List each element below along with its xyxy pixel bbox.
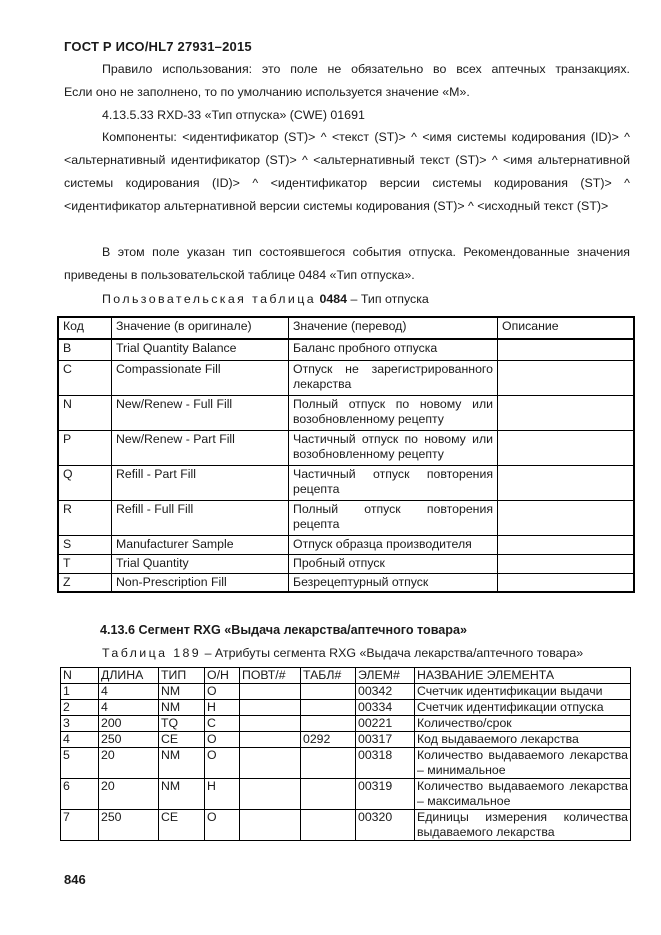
document-header: ГОСТ Р ИСО/HL7 27931–2015 <box>64 39 252 54</box>
cell: Частичный отпуск по новому или возобновленному рецепту <box>289 430 498 465</box>
cell: P <box>58 430 112 465</box>
caption-rest: – Атрибуты сегмента RXG «Выдача лекарства/аптечного товара» <box>204 646 584 660</box>
cell <box>301 748 356 779</box>
col-header: ЭЛЕМ# <box>356 668 415 684</box>
table-row <box>61 700 631 716</box>
usage-rule-line1: Правило использования: это поле не обязательно во всех аптечных транзакциях. <box>102 62 630 76</box>
cell: NM <box>159 700 205 716</box>
definition-text: В этом поле указан тип состоявшегося события отпуска. Рекомендованные значения приведены в пользовательской таблице 0484 «Тип отпуска». <box>64 245 630 282</box>
cell: Trial Quantity Balance <box>112 339 289 360</box>
cell: 00318 <box>356 748 415 779</box>
page-number: 846 <box>64 872 86 887</box>
cell <box>240 732 301 748</box>
cell: 3 <box>61 716 99 732</box>
cell: NM <box>159 748 205 779</box>
cell: О <box>205 684 240 700</box>
caption-number: 0484 <box>319 292 348 306</box>
cell <box>498 500 635 535</box>
cell: New/Renew - Part Fill <box>112 430 289 465</box>
table-row <box>61 684 631 700</box>
cell: 5 <box>61 748 99 779</box>
table-header-row <box>61 668 631 684</box>
cell: Compassionate Fill <box>112 360 289 395</box>
cell: T <box>58 554 112 573</box>
cell <box>498 573 635 592</box>
col-header: Код <box>58 317 112 339</box>
cell: Manufacturer Sample <box>112 535 289 554</box>
cell <box>240 748 301 779</box>
cell: N <box>58 395 112 430</box>
table-row <box>58 339 634 360</box>
cell <box>240 716 301 732</box>
col-header: Описание <box>498 317 635 339</box>
cell: 250 <box>99 732 159 748</box>
cell: NM <box>159 779 205 810</box>
cell: О <box>205 732 240 748</box>
caption-prefix: Таблица 189 <box>102 646 202 660</box>
cell: 250 <box>99 810 159 841</box>
cell <box>301 779 356 810</box>
cell: 4 <box>99 684 159 700</box>
table-row <box>58 573 634 592</box>
cell: 1 <box>61 684 99 700</box>
cell: Количество/срок <box>415 716 631 732</box>
cell: Отпуск образца производителя <box>289 535 498 554</box>
cell <box>240 779 301 810</box>
section-heading-rxd33: 4.13.5.33 RXD-33 «Тип отпуска» (CWE) 01691 <box>102 108 365 122</box>
cell <box>240 700 301 716</box>
cell: 00319 <box>356 779 415 810</box>
cell: 00342 <box>356 684 415 700</box>
cell: CE <box>159 810 205 841</box>
col-header: ТИП <box>159 668 205 684</box>
cell: Q <box>58 465 112 500</box>
cell: Счетчик идентификации отпуска <box>415 700 631 716</box>
cell <box>498 339 635 360</box>
col-header: N <box>61 668 99 684</box>
table-row <box>61 748 631 779</box>
table-row <box>61 716 631 732</box>
cell: S <box>58 535 112 554</box>
cell: New/Renew - Full Fill <box>112 395 289 430</box>
cell: Refill - Full Fill <box>112 500 289 535</box>
cell: C <box>58 360 112 395</box>
col-header: ПОВТ/# <box>240 668 301 684</box>
cell: Н <box>205 779 240 810</box>
table-row <box>61 779 631 810</box>
cell: О <box>205 748 240 779</box>
cell <box>498 360 635 395</box>
cell: 00221 <box>356 716 415 732</box>
col-header: О/Н <box>205 668 240 684</box>
cell: Полный отпуск повторения рецепта <box>289 500 498 535</box>
cell: О <box>205 810 240 841</box>
table-row <box>58 500 634 535</box>
components-paragraph <box>64 126 630 218</box>
cell <box>498 465 635 500</box>
cell: Non-Prescription Fill <box>112 573 289 592</box>
cell: Z <box>58 573 112 592</box>
cell <box>240 684 301 700</box>
table-row <box>58 465 634 500</box>
cell: Безрецептурный отпуск <box>289 573 498 592</box>
cell: TQ <box>159 716 205 732</box>
cell <box>240 810 301 841</box>
cell <box>301 810 356 841</box>
cell <box>498 395 635 430</box>
col-header: Значение (перевод) <box>289 317 498 339</box>
cell <box>301 700 356 716</box>
cell: 0292 <box>301 732 356 748</box>
cell: CE <box>159 732 205 748</box>
cell: Пробный отпуск <box>289 554 498 573</box>
table-row <box>61 810 631 841</box>
cell: 00334 <box>356 700 415 716</box>
col-header: ДЛИНА <box>99 668 159 684</box>
col-header: ТАБЛ# <box>301 668 356 684</box>
cell: 20 <box>99 779 159 810</box>
cell: Полный отпуск по новому или возобновленному рецепту <box>289 395 498 430</box>
cell: R <box>58 500 112 535</box>
cell: Отпуск не зарегистрированного лекарства <box>289 360 498 395</box>
cell: 7 <box>61 810 99 841</box>
table-189-caption <box>102 646 661 660</box>
table-row <box>58 360 634 395</box>
definition-paragraph <box>64 241 630 287</box>
cell: 20 <box>99 748 159 779</box>
cell: 6 <box>61 779 99 810</box>
table-row <box>61 732 631 748</box>
col-header: НАЗВАНИЕ ЭЛЕМЕНТА <box>415 668 631 684</box>
cell: Количество выдаваемого лекарства – максимальное <box>415 779 631 810</box>
cell: Количество выдаваемого лекарства – минимальное <box>415 748 631 779</box>
cell <box>498 554 635 573</box>
cell <box>498 430 635 465</box>
cell: 200 <box>99 716 159 732</box>
table-row <box>58 535 634 554</box>
table-header-row <box>58 317 634 339</box>
cell <box>498 535 635 554</box>
cell: 2 <box>61 700 99 716</box>
cell: Код выдаваемого лекарства <box>415 732 631 748</box>
cell: B <box>58 339 112 360</box>
caption-dash: – <box>350 292 358 306</box>
table-row <box>58 554 634 573</box>
cell: 00320 <box>356 810 415 841</box>
col-header: Значение (в оригинале) <box>112 317 289 339</box>
cell: Единицы измерения количества выдаваемого лекарства <box>415 810 631 841</box>
cell: NM <box>159 684 205 700</box>
caption-title: Тип отпуска <box>360 292 429 306</box>
table-0484-caption <box>102 292 661 306</box>
cell: 4 <box>61 732 99 748</box>
cell: Частичный отпуск повторения рецепта <box>289 465 498 500</box>
cell: С <box>205 716 240 732</box>
usage-rule-line2: Если оно не заполнено, то по умолчанию используется значение «M». <box>64 85 470 99</box>
table-0484 <box>57 316 635 593</box>
cell <box>301 716 356 732</box>
cell <box>301 684 356 700</box>
table-row <box>58 395 634 430</box>
components-text: Компоненты: <идентификатор (ST)> ^ <текст (ST)> ^ <имя системы кодирования (ID)> ^ <альтернативный идентификатор (ST)> ^ <альтернативный текст (ST)> ^ <имя альтернативной системы кодирования (ID)> ^ <идентификатор версии системы кодирования (ST)> ^ <идентификатор альтернативной версии системы кодирования (ST)> ^ <исходный текст (ST)> <box>64 130 630 213</box>
cell: 4 <box>99 700 159 716</box>
cell: Баланс пробного отпуска <box>289 339 498 360</box>
table-row <box>58 430 634 465</box>
caption-prefix: Пользовательская таблица <box>102 292 317 306</box>
cell: 00317 <box>356 732 415 748</box>
cell: Refill - Part Fill <box>112 465 289 500</box>
cell: Trial Quantity <box>112 554 289 573</box>
cell: Н <box>205 700 240 716</box>
table-189 <box>60 667 631 841</box>
cell: Счетчик идентификации выдачи <box>415 684 631 700</box>
section-heading-rxg: 4.13.6 Сегмент RXG «Выдача лекарства/аптечного товара» <box>100 623 468 637</box>
